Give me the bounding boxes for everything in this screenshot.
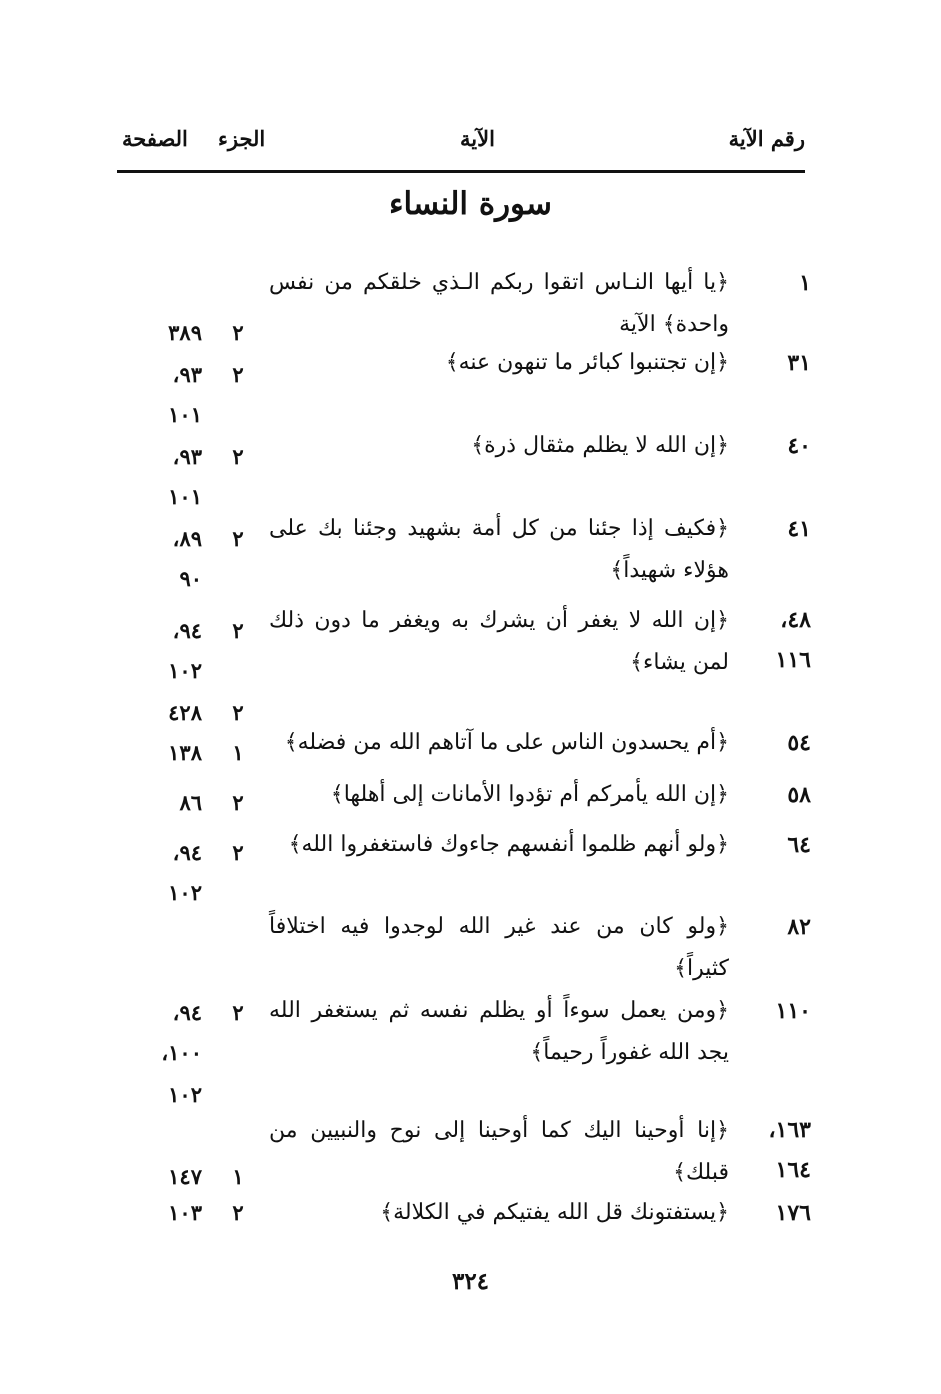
verse-text: ﴿يستفتونك قل الله يفتيكم في الكلالة﴾: [380, 1200, 729, 1225]
part-number: ١: [232, 740, 244, 765]
page-reference: ٨٩،: [172, 526, 202, 551]
part-number: ٢: [232, 1200, 244, 1225]
page-reference: ١٠٢: [168, 880, 202, 905]
page-reference: ٩٣،: [172, 444, 202, 469]
verse-number: ٤١: [787, 516, 811, 542]
page-reference: ١٠٣: [168, 1200, 202, 1225]
header-page: الصفحة: [122, 126, 188, 151]
verse-text: ﴿إن الله لا يغفر أن يشرك به ويغفر ما دون ذلك لمن يشاء﴾: [269, 608, 729, 675]
verse-number: ٤٨، ١١٦: [775, 607, 811, 673]
header-ayah-number: رقم الآية: [728, 126, 805, 151]
page-reference: ١٠٢: [168, 658, 202, 683]
part-number: ٢: [232, 320, 244, 345]
part-number: ٢: [232, 444, 244, 469]
part-number: ٢: [232, 362, 244, 387]
verse-text: ﴿إن الله لا يظلم مثقال ذرة﴾: [471, 433, 729, 458]
verse-number: ٨٢: [787, 914, 811, 940]
part-number: ٢: [232, 840, 244, 865]
verse-number: ١: [799, 270, 811, 296]
verse-text: ﴿ولو أنهم ظلموا أنفسهم جاءوك فاستغفروا الله﴾: [288, 832, 729, 857]
part-number: ٢: [232, 526, 244, 551]
header-part: الجزء: [218, 126, 266, 151]
part-number: ٢: [232, 1000, 244, 1025]
verse-text: ﴿فكيف إذا جئنا من كل أمة بشهيد وجئنا بك على هؤلاء شهيداً﴾: [269, 516, 729, 583]
page-reference: ٩٤،: [172, 840, 202, 865]
page-reference: ١٠١: [168, 484, 202, 509]
header-ayah: الآية: [460, 126, 495, 151]
page-reference: ٩٠: [179, 566, 202, 591]
page-reference: ١٣٨: [168, 740, 202, 765]
part-number: ٢: [232, 618, 244, 643]
page-reference: ١٠١: [168, 402, 202, 427]
surah-title: سورة النساء: [388, 186, 553, 222]
page-reference: ٩٣،: [172, 362, 202, 387]
page-reference: ١٠٠،: [161, 1040, 202, 1065]
verse-number: ٥٨: [787, 782, 811, 808]
page-reference: ٣٨٩: [168, 320, 202, 345]
page-reference: ٨٦: [179, 790, 202, 815]
verse-text: ﴿إن الله يأمركم أم تؤدوا الأمانات إلى أهلها﴾: [330, 782, 729, 807]
page-reference: ٩٤،: [172, 618, 202, 643]
verse-number: ١٧٦: [775, 1200, 811, 1226]
verse-text: ﴿يا أيها النـاس اتقوا ربكم الـذي خلقكم من نفس واحدة﴾ الآية: [269, 270, 729, 337]
page-reference: ٤٢٨: [168, 700, 202, 725]
part-number: ٢: [232, 700, 244, 725]
part-number: ١: [232, 1164, 244, 1189]
page-reference: ٩٤،: [172, 1000, 202, 1025]
verse-text: ﴿إن تجتنبوا كبائر ما تنهون عنه﴾: [445, 350, 729, 375]
page-reference: ١٠٢: [168, 1082, 202, 1107]
verse-number: ١٦٣، ١٦٤: [768, 1117, 811, 1183]
page-number: ٣٢٤: [451, 1268, 490, 1295]
page-reference: ١٤٧: [168, 1164, 202, 1189]
header-rule: [117, 170, 805, 173]
verse-number: ٣١: [787, 350, 811, 376]
verse-text: ﴿ومن يعمل سوءاً أو يظلم نفسه ثم يستغفر الله يجد الله غفوراً رحيماً﴾: [269, 998, 729, 1065]
verse-number: ١١٠: [775, 998, 811, 1024]
verse-text: ﴿إنا أوحينا اليك كما أوحينا إلى نوح والنبيين من قبلك﴾: [269, 1118, 729, 1185]
part-number: ٢: [232, 790, 244, 815]
verse-number: ٤٠: [787, 433, 811, 459]
verse-text: ﴿أم يحسدون الناس على ما آتاهم الله من فضله﴾: [284, 730, 729, 755]
verse-number: ٦٤: [787, 832, 811, 858]
verse-number: ٥٤: [787, 730, 811, 756]
verse-text: ﴿ولو كان من عند غير الله لوجدوا فيه اختلافاً كثيراً﴾: [269, 914, 729, 981]
